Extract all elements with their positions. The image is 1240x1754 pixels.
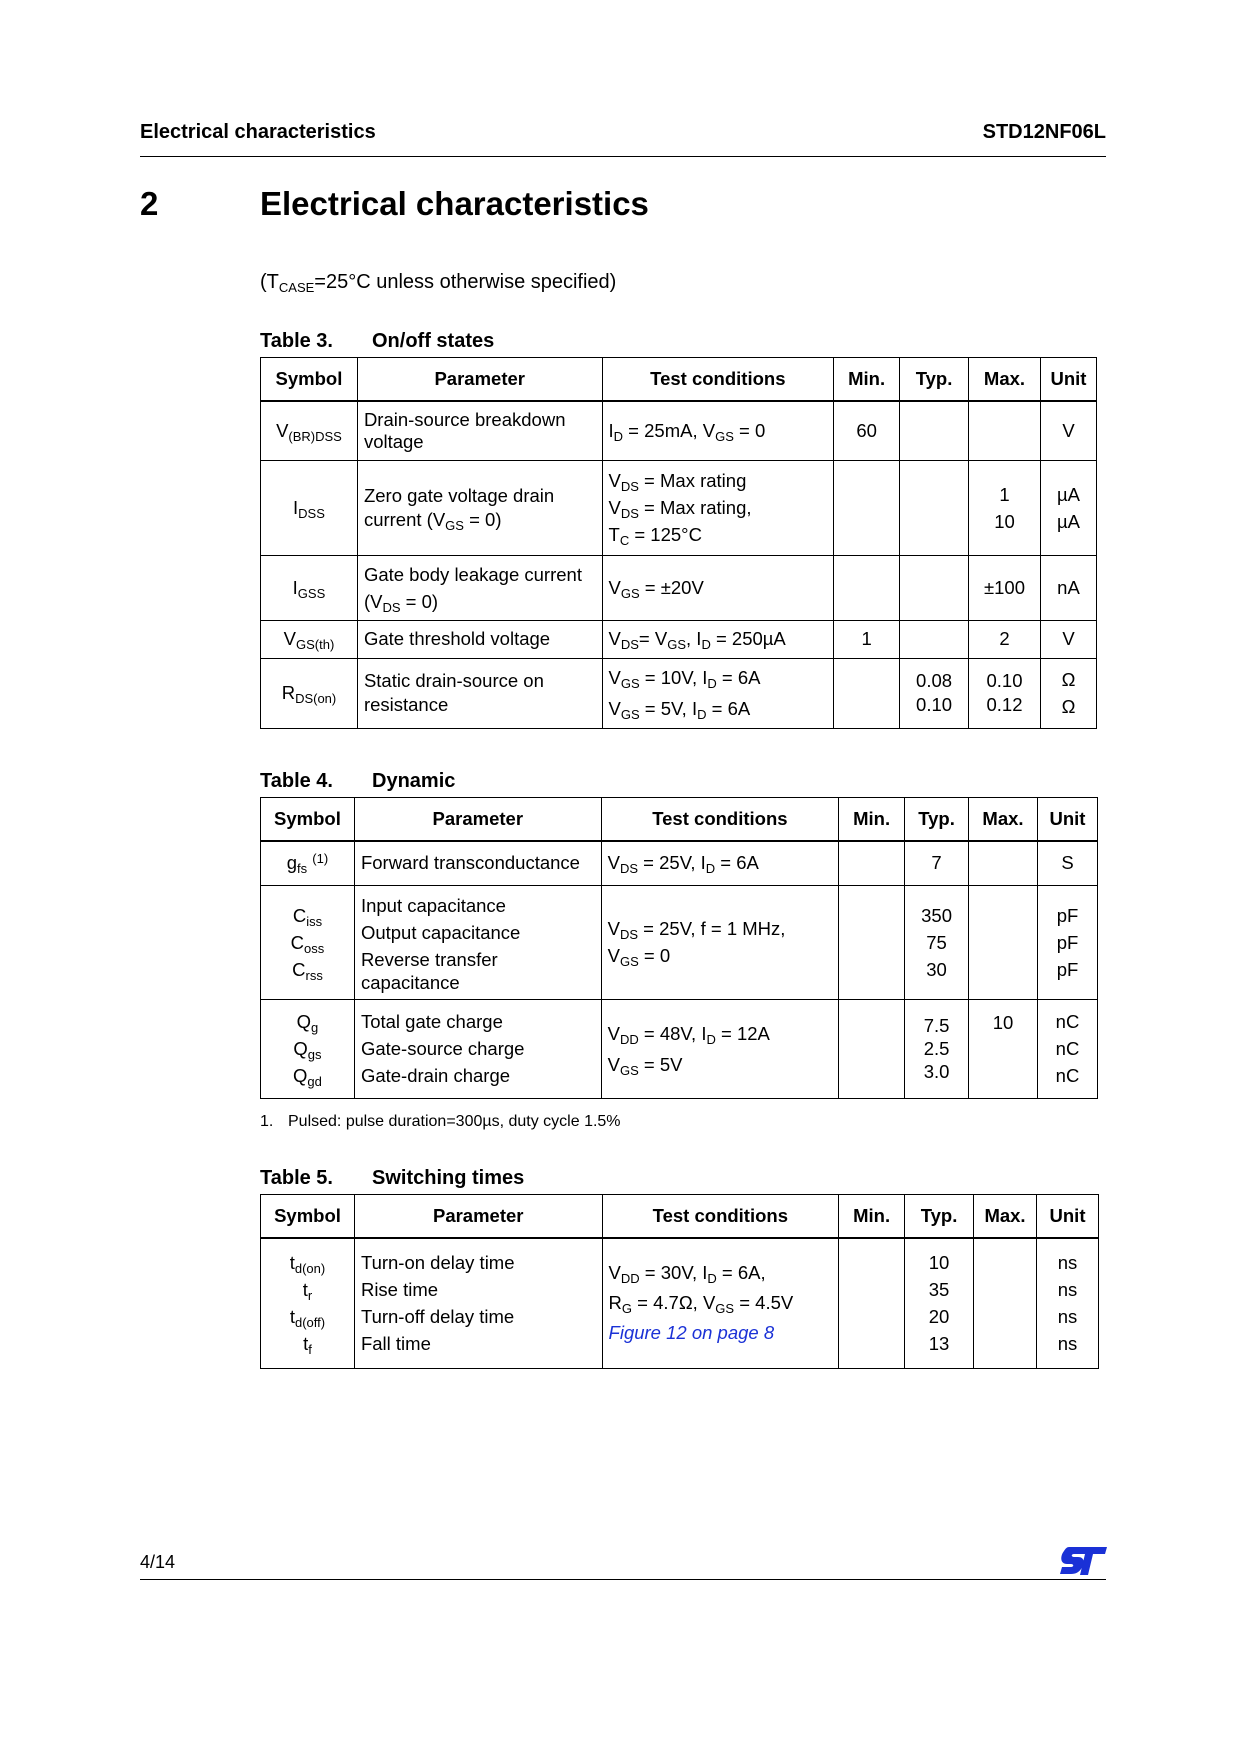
typ-cell: 7.5 2.5 3.0 <box>905 999 969 1098</box>
table3-title: On/off states <box>372 330 495 352</box>
typ-cell: 350 75 30 <box>905 885 969 999</box>
max-cell: 1 10 <box>969 460 1041 555</box>
st-logo-icon <box>1058 1545 1108 1577</box>
conditions-cell: $V_{GS} = 10V$, $I_D = 6A$ $V_{GS} = 5V$, $I_D = 6A$ <box>602 658 834 728</box>
parameter-cell: Forward transconductance <box>354 841 601 885</box>
min-cell <box>834 658 900 728</box>
section-number: 2 <box>140 185 159 222</box>
col-max: Max. <box>969 798 1038 842</box>
table-row <box>261 1238 1099 1368</box>
table5-switching-times <box>260 1194 1099 1369</box>
conditions-cell: $V_{GS} = \pm 20V$ <box>602 555 834 620</box>
min-cell <box>839 1238 905 1368</box>
header-part-number: STD12NF06L <box>982 121 1106 143</box>
conditions-cell: $V_{DD} = 48V$, $I_D = 12A$ $V_{GS} = 5V$ <box>601 999 839 1098</box>
page-header <box>140 121 1106 157</box>
col-symbol: Symbol <box>261 1195 355 1239</box>
col-max: Max. <box>969 358 1041 402</box>
conditions-cell: $V_{DS} = 25V$, f = 1 MHz, $V_{GS} = 0$ <box>601 885 839 999</box>
min-cell <box>834 460 900 555</box>
table-row <box>261 555 1097 620</box>
section-title: Electrical characteristics <box>260 185 649 222</box>
table-row <box>261 620 1097 658</box>
parameter-cell: Total gate charge Gate-source charge Gate-drain charge <box>354 999 601 1098</box>
unit-cell: V <box>1040 401 1096 460</box>
col-symbol: Symbol <box>261 358 358 402</box>
parameter-cell: Zero gate voltage drain current $(V_{GS} = 0)$ <box>357 460 602 555</box>
unit-cell: Ω Ω <box>1040 658 1096 728</box>
table-row <box>261 460 1097 555</box>
symbol-cell: $C_{iss}$ $C_{oss}$ $C_{rss}$ <box>261 885 355 999</box>
col-test-conditions: Test conditions <box>602 358 834 402</box>
min-cell <box>839 841 905 885</box>
table3-header-row <box>261 358 1097 402</box>
symbol-cell: $Q_g$ $Q_{gs}$ $Q_{gd}$ <box>261 999 355 1098</box>
parameter-cell: Gate threshold voltage <box>357 620 602 658</box>
conditions-cell: $V_{DS}$ = Max rating $V_{DS}$ = Max rating, $T_C = 125^\circ C$ <box>602 460 834 555</box>
col-typ: Typ. <box>905 1195 974 1239</box>
parameter-cell: Gate body leakage current $(V_{DS} = 0)$ <box>357 555 602 620</box>
symbol-cell: $I_{GSS}$ <box>261 555 358 620</box>
typ-cell <box>900 620 969 658</box>
conditions-cell: $V_{DD} = 30V$, $I_D = 6A$, $R_G = 4.7\Omega$, $V_{GS} = 4.5V$ Figure 12 on page 8 <box>602 1238 839 1368</box>
table-row <box>261 401 1097 460</box>
table-row <box>261 999 1098 1098</box>
figure-12-link[interactable]: Figure 12 on page 8 <box>608 1322 775 1344</box>
col-parameter: Parameter <box>357 358 602 402</box>
min-cell <box>839 885 905 999</box>
table3-on-off-states <box>260 357 1097 729</box>
max-cell: 2 <box>969 620 1041 658</box>
typ-cell <box>900 555 969 620</box>
col-typ: Typ. <box>900 358 969 402</box>
table-row <box>261 841 1098 885</box>
parameter-cell: Static drain-source on resistance <box>357 658 602 728</box>
page-number: 4/14 <box>140 1552 176 1572</box>
max-cell <box>974 1238 1037 1368</box>
conditions-cell: $I_D = 25mA$, $V_{GS} = 0$ <box>602 401 834 460</box>
min-cell <box>839 999 905 1098</box>
col-typ: Typ. <box>905 798 969 842</box>
table5-header-row <box>261 1195 1099 1239</box>
footer-rule <box>140 1579 1106 1580</box>
symbol-cell: $R_{DS(on)}$ <box>261 658 358 728</box>
parameter-cell: Input capacitance Output capacitance Reverse transfer capacitance <box>354 885 601 999</box>
col-parameter: Parameter <box>354 798 601 842</box>
unit-cell: V <box>1040 620 1096 658</box>
table4-title: Dynamic <box>372 770 456 792</box>
min-cell <box>834 555 900 620</box>
table3-caption <box>260 330 495 353</box>
parameter-cell: Turn-on delay time Rise time Turn-off delay time Fall time <box>354 1238 602 1368</box>
table5-caption <box>260 1167 525 1190</box>
max-cell <box>969 885 1038 999</box>
table4-dynamic <box>260 797 1098 1099</box>
col-test-conditions: Test conditions <box>602 1195 839 1239</box>
table5-title: Switching times <box>372 1167 525 1189</box>
col-symbol: Symbol <box>261 798 355 842</box>
table4-label: Table 4. <box>260 770 333 792</box>
symbol-cell: $g_{fs}$ $^{(1)}$ <box>261 841 355 885</box>
max-cell: 10 <box>969 999 1038 1098</box>
table4-header-row <box>261 798 1098 842</box>
typ-cell: 7 <box>905 841 969 885</box>
unit-cell: µA µA <box>1040 460 1096 555</box>
symbol-cell: $t_{d(on)}$ $t_r$ $t_{d(off)}$ $t_f$ <box>261 1238 355 1368</box>
st-logo-mark <box>1060 1547 1107 1575</box>
unit-cell: S <box>1037 841 1097 885</box>
header-section-title: Electrical characteristics <box>140 121 376 143</box>
max-cell: 0.10 0.12 <box>969 658 1041 728</box>
col-unit: Unit <box>1037 798 1097 842</box>
table5-label: Table 5. <box>260 1167 333 1189</box>
unit-cell: ns ns ns ns <box>1037 1238 1099 1368</box>
col-max: Max. <box>974 1195 1037 1239</box>
conditions-note: ($T_{CASE}=25^\circ C$ unless otherwise specified) <box>260 271 617 295</box>
conditions-cell: $V_{DS} = 25V$, $I_D = 6A$ <box>601 841 839 885</box>
table4-caption <box>260 770 456 793</box>
symbol-cell: $I_{DSS}$ <box>261 460 358 555</box>
typ-cell <box>900 401 969 460</box>
typ-cell <box>900 460 969 555</box>
conditions-cell: $V_{DS}= V_{GS}$, $I_D = 250\mu A$ <box>602 620 834 658</box>
max-cell: ±100 <box>969 555 1041 620</box>
unit-cell: nA <box>1040 555 1096 620</box>
col-unit: Unit <box>1040 358 1096 402</box>
col-unit: Unit <box>1037 1195 1099 1239</box>
table3-label: Table 3. <box>260 330 333 352</box>
col-min: Min. <box>834 358 900 402</box>
min-cell: 60 <box>834 401 900 460</box>
max-cell <box>969 401 1041 460</box>
col-min: Min. <box>839 798 905 842</box>
parameter-cell: Drain-source breakdown voltage <box>357 401 602 460</box>
typ-cell: 0.08 0.10 <box>900 658 969 728</box>
max-cell <box>969 841 1038 885</box>
col-parameter: Parameter <box>354 1195 602 1239</box>
table-row <box>261 658 1097 728</box>
table-row <box>261 885 1098 999</box>
min-cell: 1 <box>834 620 900 658</box>
symbol-cell: $V_{GS(th)}$ <box>261 620 358 658</box>
typ-cell: 10 35 20 13 <box>905 1238 974 1368</box>
symbol-cell: $V_{(BR)DSS}$ <box>261 401 358 460</box>
col-min: Min. <box>839 1195 905 1239</box>
col-test-conditions: Test conditions <box>601 798 839 842</box>
unit-cell: nC nC nC <box>1037 999 1097 1098</box>
table4-footnote: 1. Pulsed: pulse duration=300µs, duty cycle 1.5% <box>260 1113 621 1130</box>
unit-cell: pF pF pF <box>1037 885 1097 999</box>
